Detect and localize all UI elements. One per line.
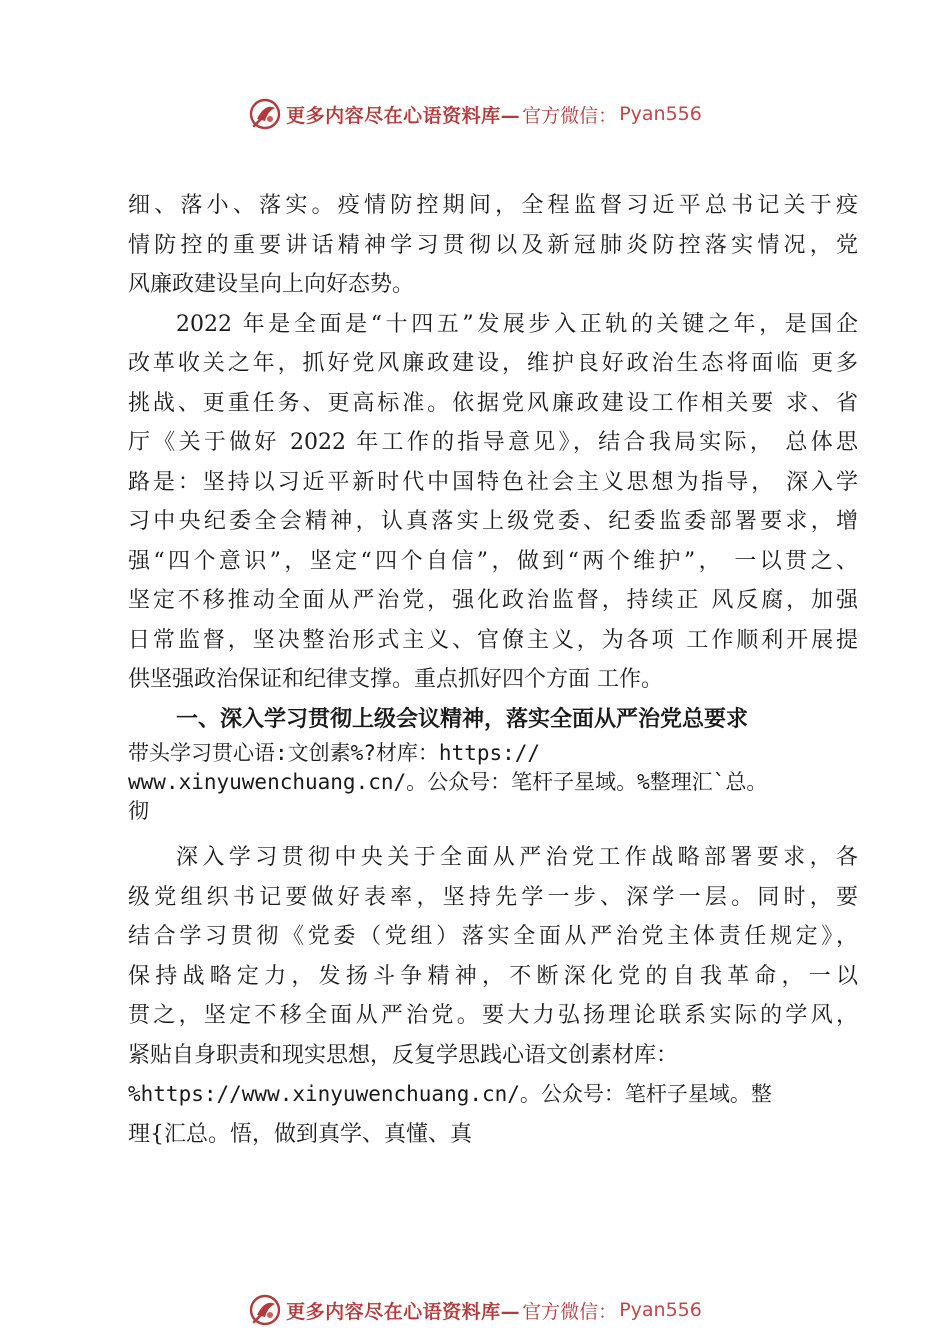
- brand-logo-icon: [248, 97, 282, 131]
- text-line: 级党组织书记要做好表率，坚持先学一步、深学一层。同时，要: [128, 884, 858, 910]
- banner-wechat-label: 官方微信：: [522, 104, 618, 127]
- text-line: 习中央纪委全会精神，认真落实上级党委、纪委监委部署要求，增: [128, 509, 858, 534]
- text-line: 2022 年是全面是“十四五”发展步入正轨的关键之年，是国企: [176, 311, 858, 337]
- text-line: 强“四个意识”，坚定“四个自信”，做到“两个维护”， 一以贯之、: [128, 548, 858, 574]
- footer-banner: [0, 1290, 950, 1330]
- text-line: 路是：坚持以习近平新时代中国特色社会主义思想为指导， 深入学: [128, 469, 858, 495]
- document-body: [128, 186, 858, 1154]
- text-line: 风廉政建设呈向上向好态势。: [128, 272, 415, 297]
- text-line: 供坚强政治保证和纪律支撑。重点抓好四个方面 工作。: [128, 667, 663, 692]
- header-banner: [0, 94, 950, 134]
- paragraph-1: [128, 186, 858, 305]
- paragraph-2: [128, 305, 858, 700]
- text-line: 坚定不移推动全面从严治党，强化政治监督，持续正 风反腐，加强: [128, 588, 858, 613]
- paragraph-5: [128, 1075, 858, 1154]
- text-line: 细、落小、落实。疫情防控期间，全程监督习近平总书记关于疫: [128, 193, 858, 218]
- banner-main-text: 更多内容尽在心语资料库—: [286, 1300, 521, 1323]
- text-line: 日常监督，坚决整治形式主义、官僚主义，为各项 工作顺利开展提: [128, 627, 858, 653]
- text-line: 贯之，坚定不移全面从严治党。要大力弘扬理论联系实际的学风，: [128, 1003, 858, 1028]
- text-line: %https://www.xinyuwenchuang.cn/。公众号：笔杆子星域。整: [128, 1082, 772, 1106]
- banner-wechat-id: Pyan556: [619, 103, 702, 125]
- text-line: 彻: [128, 799, 149, 823]
- banner-main-text: 更多内容尽在心语资料库—: [286, 104, 521, 127]
- section-heading: 一、深入学习贯彻上级会议精神，落实全面从严治党总要求: [176, 706, 749, 732]
- text-line: 厅《关于做好 2022 年工作的指导意见》，结合我局实际， 总体思: [128, 430, 858, 455]
- text-line: 挑战、更重任务、更高标准。依据党风廉政建设工作相关要 求、省: [128, 390, 858, 416]
- text-line: 改革收关之年，抓好党风廉政建设，维护良好政治生态将面临 更多: [128, 351, 858, 376]
- banner-wechat-label: 官方微信：: [522, 1300, 618, 1323]
- text-line: 深入学习贯彻中央关于全面从严治党工作战略部署要求，各: [176, 845, 858, 870]
- brand-logo-icon: [248, 1293, 282, 1327]
- text-line: 紧贴自身职责和现实思想，反复学思践心语文创素材库：: [128, 1042, 679, 1068]
- text-line: 保持战略定力，发扬斗争精神，不断深化党的自我革命，一以: [128, 963, 858, 989]
- text-line: www.xinyuwenchuang.cn/。公众号：笔杆子星域。%整理汇`总。: [128, 770, 768, 794]
- banner-wechat-id: Pyan556: [619, 1299, 702, 1321]
- paragraph-3: [128, 739, 858, 826]
- paragraph-4: [128, 838, 858, 1075]
- text-line: 带头学习贯心语:文创素%?材库：https://: [128, 741, 541, 765]
- text-line: 情防控的重要讲话精神学习贯彻以及新冠肺炎防控落实情况，党: [128, 232, 858, 258]
- text-line: 结合学习贯彻《党委（党组）落实全面从严治党主体责任规定》，: [128, 924, 858, 949]
- text-line: 理{汇总。悟，做到真学、真懂、真: [128, 1121, 472, 1147]
